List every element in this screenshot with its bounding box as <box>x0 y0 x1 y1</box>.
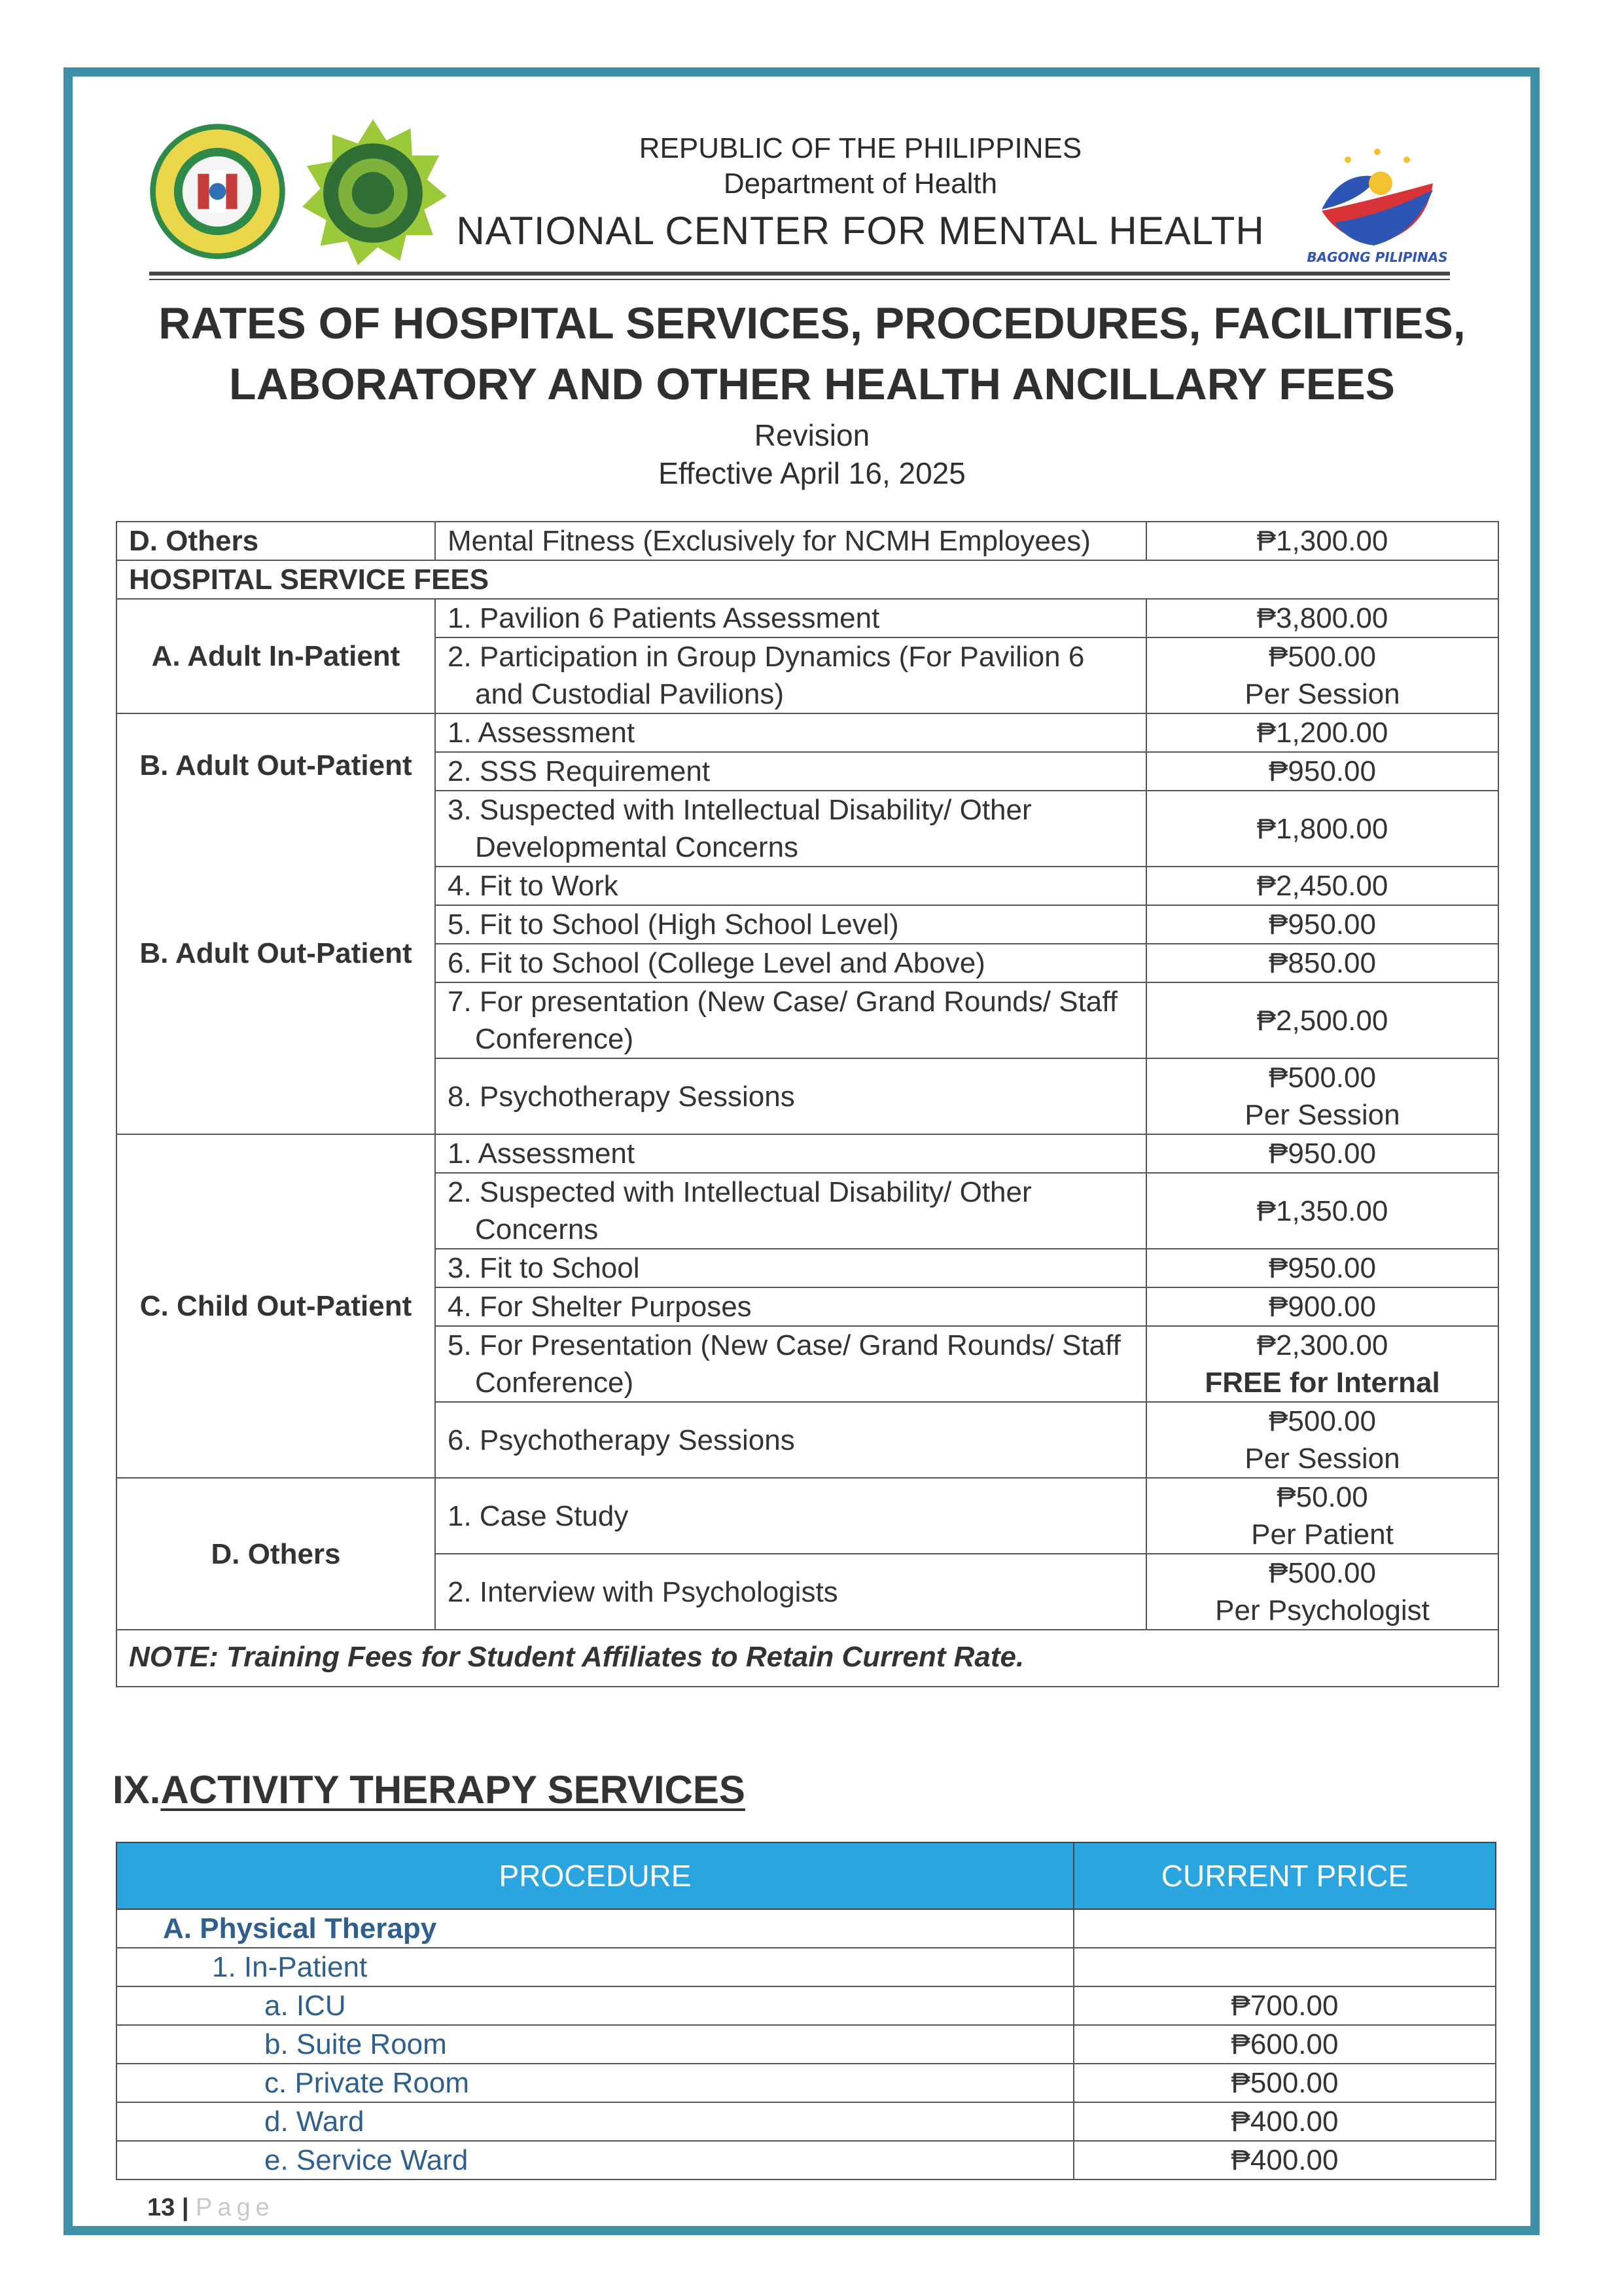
description-cell: 5. For Presentation (New Case/ Grand Rounds/ Staff Conference) <box>435 1326 1146 1402</box>
category-cell: C. Child Out-Patient <box>116 1134 435 1478</box>
price-value: ₱500.00 <box>1269 641 1376 673</box>
room-label: a. ICU <box>116 1986 1074 2025</box>
training-fees-note: NOTE: Training Fees for Student Affiliates to Retain Current Rate. <box>116 1630 1498 1687</box>
section-header: HOSPITAL SERVICE FEES <box>116 560 1498 599</box>
description-cell: 3. Suspected with Intellectual Disability/ Other Developmental Concerns <box>435 791 1146 867</box>
category-label-repeat: B. Adult Out-Patient <box>139 937 412 969</box>
category-label: B. Adult Out-Patient <box>139 749 412 781</box>
table-row <box>116 2141 1496 2179</box>
description-cell: 2. Interview with Psychologists <box>435 1554 1146 1630</box>
description-cell: 8. Psychotherapy Sessions <box>435 1058 1146 1134</box>
price-note: Per Session <box>1244 678 1400 710</box>
price-value: ₱500.00 <box>1269 1557 1376 1589</box>
room-label: d. Ward <box>116 2102 1074 2141</box>
table-header-row <box>116 1842 1496 1909</box>
price-cell: ₱950.00 <box>1146 1249 1498 1287</box>
price-cell: ₱3,800.00 <box>1146 599 1498 637</box>
price-note: Per Psychologist <box>1215 1594 1430 1626</box>
price-cell <box>1146 1554 1498 1630</box>
price-note: FREE for Internal <box>1205 1367 1440 1399</box>
effective-date: Effective April 16, 2025 <box>658 456 966 490</box>
page-number: 13 <box>147 2194 175 2221</box>
section-heading <box>113 1767 745 1812</box>
price-cell <box>1146 637 1498 713</box>
description-cell: 2. SSS Requirement <box>435 752 1146 791</box>
category-cell: D. Others <box>116 1478 435 1630</box>
price-cell: ₱400.00 <box>1074 2141 1496 2179</box>
price-cell: ₱1,300.00 <box>1146 522 1498 560</box>
group-label: A. Physical Therapy <box>116 1909 1074 1948</box>
section-header-row <box>116 560 1498 599</box>
table-row <box>116 522 1498 560</box>
doh-seal-logo <box>147 121 288 262</box>
price-note: Per Session <box>1244 1099 1400 1131</box>
price-cell: ₱900.00 <box>1146 1287 1498 1326</box>
price-cell: ₱500.00 <box>1074 2064 1496 2102</box>
price-cell: ₱1,800.00 <box>1146 791 1498 867</box>
category-cell <box>116 713 435 1134</box>
price-cell <box>1146 1058 1498 1134</box>
description-cell: 5. Fit to School (High School Level) <box>435 905 1146 944</box>
price-cell: ₱700.00 <box>1074 1986 1496 2025</box>
description-cell: 7. For presentation (New Case/ Grand Rounds/ Staff Conference) <box>435 982 1146 1058</box>
description-cell: 1. Assessment <box>435 1134 1146 1173</box>
description-cell: 2. Participation in Group Dynamics (For Pavilion 6 and Custodial Pavilions) <box>435 637 1146 713</box>
description-cell: 1. Assessment <box>435 713 1146 752</box>
header-rule-thin <box>149 279 1450 280</box>
document-title-line1: RATES OF HOSPITAL SERVICES, PROCEDURES, FACILITIES, <box>158 298 1466 348</box>
description-cell: Mental Fitness (Exclusively for NCMH Employees) <box>435 522 1146 560</box>
price-cell: ₱1,200.00 <box>1146 713 1498 752</box>
room-label: c. Private Room <box>116 2064 1074 2102</box>
description-cell: 1. Case Study <box>435 1478 1146 1554</box>
header-ncmh: NATIONAL CENTER FOR MENTAL HEALTH <box>456 209 1265 253</box>
description-cell: 4. Fit to Work <box>435 867 1146 905</box>
table-row <box>116 1134 1498 1173</box>
section-title: ACTIVITY THERAPY SERVICES <box>160 1768 745 1812</box>
bagong-pilipinas-text: BAGONG PILIPINAS <box>1307 249 1448 265</box>
price-cell: ₱950.00 <box>1146 752 1498 791</box>
category-cell: D. Others <box>116 522 435 560</box>
description-cell: 2. Suspected with Intellectual Disability/ Other Concerns <box>435 1173 1146 1249</box>
description-cell: 1. Pavilion 6 Patients Assessment <box>435 599 1146 637</box>
table-row <box>116 1478 1498 1554</box>
revision-label: Revision <box>754 418 870 452</box>
price-note: Per Patient <box>1251 1518 1394 1551</box>
price-value: ₱2,300.00 <box>1256 1329 1388 1361</box>
document-title-line2: LABORATORY AND OTHER HEALTH ANCILLARY FEES <box>229 359 1395 409</box>
price-cell <box>1074 1948 1496 1986</box>
note-row <box>116 1630 1498 1687</box>
header-republic: REPUBLIC OF THE PHILIPPINES <box>639 132 1082 164</box>
price-cell: ₱950.00 <box>1146 905 1498 944</box>
table-row <box>116 2102 1496 2141</box>
activity-therapy-table <box>116 1842 1496 2180</box>
description-cell: 3. Fit to School <box>435 1249 1146 1287</box>
category-cell: A. Adult In-Patient <box>116 599 435 713</box>
price-cell: ₱400.00 <box>1074 2102 1496 2141</box>
price-column-header: CURRENT PRICE <box>1074 1842 1496 1909</box>
price-value: ₱50.00 <box>1277 1481 1368 1513</box>
bagong-pilipinas-logo <box>1302 137 1453 268</box>
table-row <box>116 2025 1496 2064</box>
table-row <box>116 1986 1496 2025</box>
description-cell: 6. Fit to School (College Level and Above) <box>435 944 1146 982</box>
price-cell <box>1146 1326 1498 1402</box>
room-label: e. Service Ward <box>116 2141 1074 2179</box>
table-row <box>116 713 1498 752</box>
price-note: Per Session <box>1244 1443 1400 1475</box>
hospital-service-fees-table <box>116 521 1499 1687</box>
price-cell: ₱2,500.00 <box>1146 982 1498 1058</box>
price-cell: ₱950.00 <box>1146 1134 1498 1173</box>
price-cell <box>1146 1478 1498 1554</box>
price-cell: ₱2,450.00 <box>1146 867 1498 905</box>
price-cell: ₱850.00 <box>1146 944 1498 982</box>
subgroup-label: 1. In-Patient <box>116 1948 1074 1986</box>
price-value: ₱500.00 <box>1269 1405 1376 1437</box>
table-row <box>116 2064 1496 2102</box>
procedure-column-header: PROCEDURE <box>116 1842 1074 1909</box>
price-cell <box>1074 1909 1496 1948</box>
header-department: Department of Health <box>723 168 998 200</box>
table-row <box>116 599 1498 637</box>
price-cell: ₱600.00 <box>1074 2025 1496 2064</box>
header-rule <box>149 272 1450 276</box>
price-value: ₱500.00 <box>1269 1062 1376 1094</box>
description-cell: 6. Psychotherapy Sessions <box>435 1402 1146 1478</box>
description-cell: 4. For Shelter Purposes <box>435 1287 1146 1326</box>
table-row <box>116 1909 1496 1948</box>
page-footer <box>147 2194 275 2222</box>
table-row <box>116 1948 1496 1986</box>
price-cell: ₱1,350.00 <box>1146 1173 1498 1249</box>
page-separator: | <box>181 2194 189 2221</box>
page-word: Page <box>196 2194 275 2221</box>
price-cell <box>1146 1402 1498 1478</box>
section-number: IX. <box>113 1768 161 1812</box>
room-label: b. Suite Room <box>116 2025 1074 2064</box>
